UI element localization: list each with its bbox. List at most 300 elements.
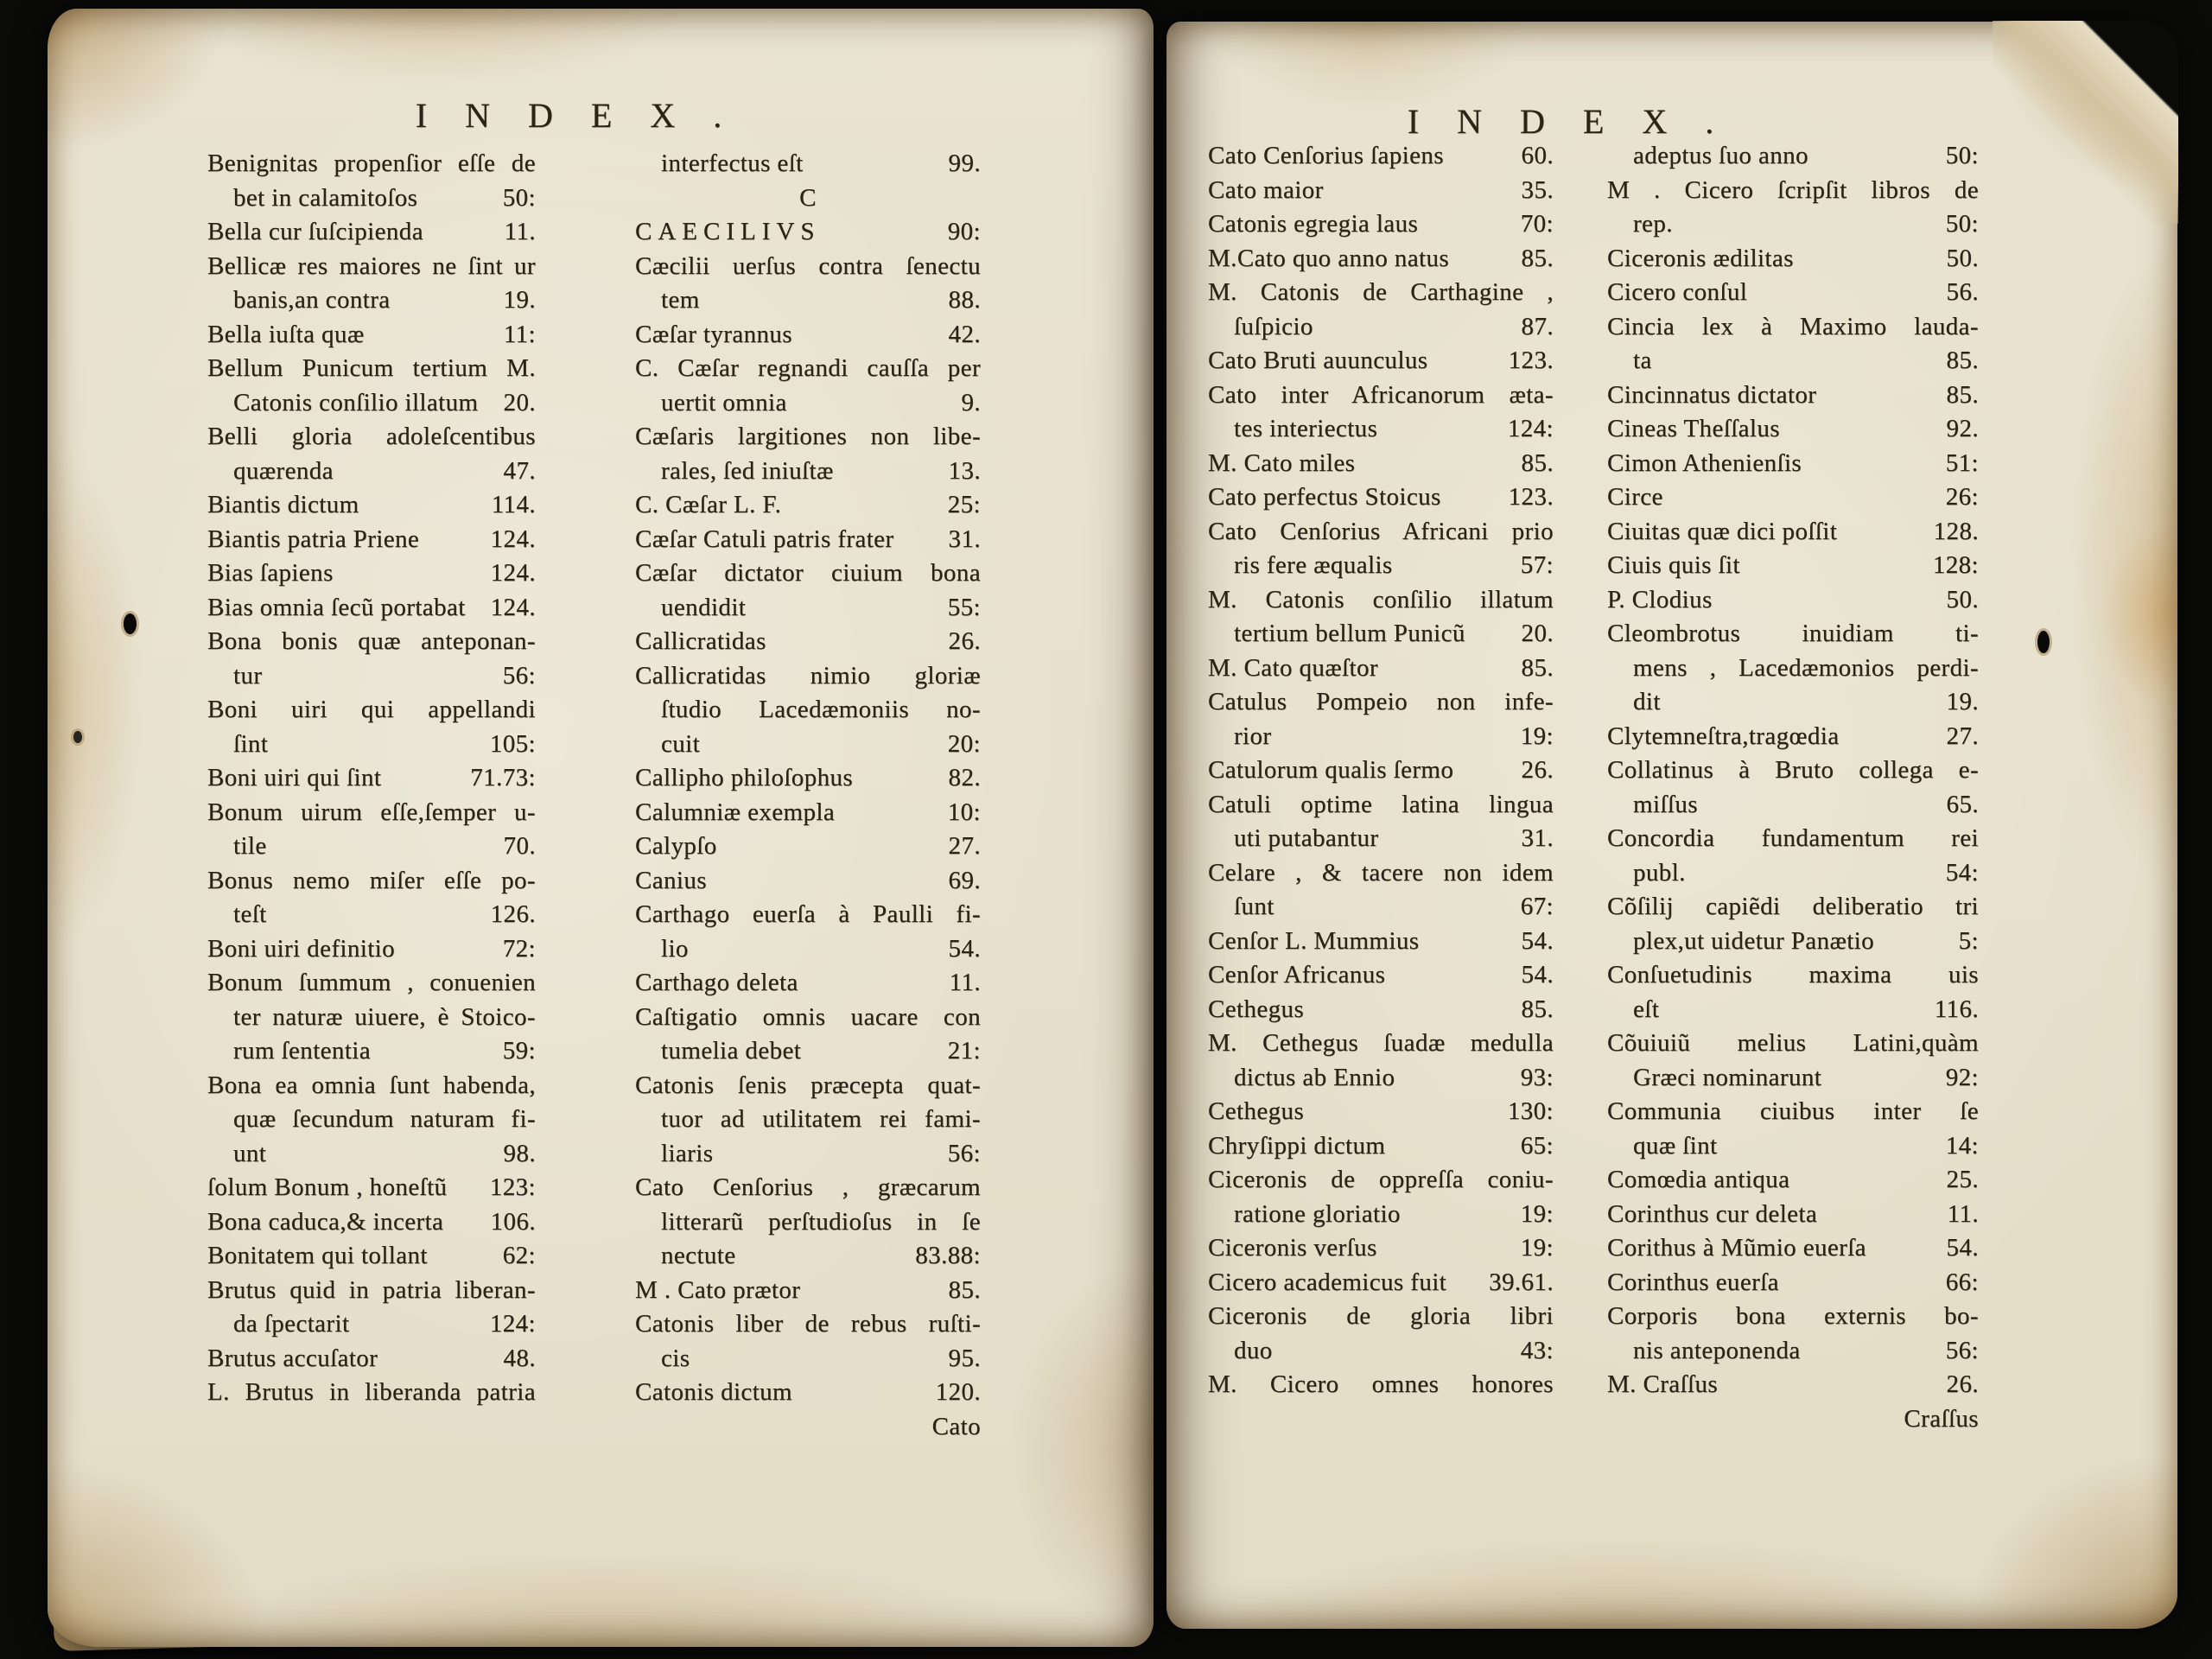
entry-text: bet in calamitoſos <box>233 183 418 212</box>
entry-text: Callicratidas nimio gloriæ <box>635 661 981 690</box>
entry-text: L. Brutus in liberanda patria <box>207 1378 536 1406</box>
page-number: 48. <box>503 1344 536 1372</box>
entry-text: Cimon Athenienſis <box>1607 448 1802 477</box>
index-line <box>635 454 981 489</box>
page-number: 82. <box>948 764 981 791</box>
entry-text: Corinthus cur deleta <box>1607 1199 1818 1228</box>
index-line <box>207 556 536 591</box>
index-line <box>635 761 981 796</box>
entry-text: Chryſippi dictum <box>1208 1131 1386 1160</box>
entry-text: Brutus quid in patria liberan- <box>207 1275 536 1304</box>
entry-text: dit <box>1633 688 1661 715</box>
entry-text: Cenſor Africanus <box>1208 961 1386 988</box>
entry-text: M. Catonis de Carthagine , <box>1208 278 1554 306</box>
entry-text: Communia ciuibus inter ſe <box>1607 1097 1979 1125</box>
entry-text: ratione gloriatio <box>1234 1199 1401 1228</box>
index-line <box>635 796 981 830</box>
index-line <box>635 283 981 318</box>
index-line <box>207 591 536 626</box>
page-number: 50: <box>502 183 536 212</box>
index-line <box>207 796 536 830</box>
page-number: 85. <box>1521 448 1554 477</box>
entry-text: Cato Cenſorius , græcarum <box>635 1173 981 1201</box>
page-number: 56: <box>502 661 536 690</box>
page-number: 92: <box>1945 1063 1979 1091</box>
entry-text: C. Cæſar regnandi cauſſa per <box>635 354 981 382</box>
index-line <box>1607 207 1979 242</box>
index-line <box>1607 1334 1979 1369</box>
entry-text: Ciceronis ædilitas <box>1607 244 1794 272</box>
index-line <box>635 147 981 181</box>
index-line <box>207 1001 536 1035</box>
page-number: 56: <box>947 1139 981 1167</box>
index-line <box>1208 1334 1554 1369</box>
entry-text: Carthago euerſa à Paulli fi- <box>635 900 981 928</box>
index-line <box>635 1069 981 1103</box>
entry-text: Bona bonis quæ anteponan- <box>207 627 536 655</box>
entry-text: adeptus ſuo anno <box>1633 142 1808 169</box>
entry-text: publ. <box>1633 858 1686 887</box>
entry-text: miſſus <box>1633 790 1698 818</box>
entry-text: M. Craſſus <box>1607 1370 1719 1398</box>
left-column-1 <box>207 147 536 1444</box>
index-line <box>1208 1027 1554 1061</box>
index-line <box>207 215 536 250</box>
page-number: 83.88: <box>915 1242 981 1269</box>
entry-text: quæ ſint <box>1633 1131 1718 1160</box>
page-number: 93: <box>1520 1063 1554 1091</box>
entry-text: Cincia lex à Maximo lauda- <box>1607 312 1979 340</box>
page-number: 85. <box>1946 346 1979 374</box>
index-line <box>207 1137 536 1172</box>
index-line <box>1208 958 1554 993</box>
page-number: 124: <box>1507 415 1554 442</box>
entry-text: litterarũ perſtudioſus in ſe <box>661 1207 981 1236</box>
index-line <box>207 1342 536 1376</box>
index-line <box>635 728 981 762</box>
index-line <box>207 728 536 762</box>
entry-text: interfectus eſt <box>661 149 804 177</box>
index-line <box>635 1274 981 1308</box>
index-line <box>1607 447 1979 481</box>
index-line <box>1208 1198 1554 1232</box>
index-line <box>1208 1231 1554 1266</box>
index-line <box>207 1274 536 1308</box>
page-number: 11. <box>1947 1199 1979 1228</box>
page-number: 26: <box>1945 483 1979 511</box>
index-line <box>1607 276 1979 310</box>
entry-text: M. Cato miles <box>1208 448 1356 477</box>
index-line <box>1208 1368 1554 1402</box>
index-line <box>207 1205 536 1240</box>
section-letter <box>635 181 981 216</box>
index-line <box>635 1103 981 1137</box>
index-line <box>1607 753 1979 788</box>
index-line <box>207 420 536 454</box>
entry-text: Bellum Punicum tertium M. <box>207 354 536 382</box>
index-line <box>635 1342 981 1376</box>
index-line <box>1607 685 1979 720</box>
index-line <box>1607 549 1979 583</box>
entry-text: cis <box>661 1344 690 1372</box>
entry-text: Cæſar Catuli patris frater <box>635 524 894 553</box>
catchword <box>635 1410 981 1445</box>
page-number: 31. <box>1521 824 1554 852</box>
entry-text: duo <box>1234 1336 1273 1364</box>
entry-text: Cæſar tyrannus <box>635 320 792 348</box>
page-number: 50: <box>1945 210 1979 238</box>
page-number: 55: <box>947 593 981 621</box>
index-line <box>1208 515 1554 550</box>
page-number: 124. <box>490 593 536 621</box>
entry-text: Conſuetudinis maxima uis <box>1607 961 1979 988</box>
index-line <box>207 1376 536 1410</box>
entry-text: Cato perfectus Stoicus <box>1208 483 1441 511</box>
index-line <box>207 318 536 353</box>
entry-text: tile <box>233 832 267 860</box>
page-number: 26. <box>948 627 981 655</box>
index-line <box>635 215 981 250</box>
entry-text: C <box>799 183 817 212</box>
left-page-header: INDEX. <box>415 96 760 135</box>
index-line <box>635 966 981 1001</box>
entry-text: rum ſententia <box>233 1037 372 1065</box>
entry-text: Bella cur ſuſcipienda <box>207 218 423 245</box>
entry-text: Biantis patria Priene <box>207 524 420 553</box>
entry-text: Catulorum qualis ſermo <box>1208 756 1454 784</box>
index-line <box>635 250 981 284</box>
index-line <box>635 1171 981 1205</box>
entry-text: Corporis bona externis bo- <box>1607 1302 1979 1330</box>
page-number: 85. <box>1946 380 1979 409</box>
entry-text: Bellicæ res maiores ne ſint ur <box>207 251 536 280</box>
entry-text: rep. <box>1633 210 1673 238</box>
page-number: 90: <box>947 218 981 245</box>
entry-text: CAECILIVS <box>635 218 821 245</box>
index-line <box>1607 139 1979 174</box>
page-number: 11. <box>949 969 981 996</box>
page-number: 99. <box>948 149 981 177</box>
entry-text: dictus ab Ennio <box>1234 1063 1395 1091</box>
page-number: 39.61. <box>1489 1268 1554 1296</box>
entry-text: Catonis liber de rebus ruſti- <box>635 1310 981 1338</box>
index-line <box>1607 174 1979 208</box>
entry-text: nis anteponenda <box>1633 1336 1801 1364</box>
index-line <box>1607 890 1979 925</box>
index-line <box>207 932 536 967</box>
entry-text: Bias ſapiens <box>207 559 334 587</box>
index-line <box>1208 925 1554 959</box>
entry-text: tumelia debet <box>661 1037 802 1065</box>
page-number: 126. <box>490 900 536 928</box>
page-number: 105: <box>489 729 536 758</box>
page-number: 56. <box>1946 278 1979 306</box>
page-number: 27. <box>1946 721 1979 750</box>
page-number: 72: <box>502 934 536 963</box>
right-page <box>1166 22 2177 1629</box>
entry-text: Cenſor L. Mummius <box>1208 926 1420 955</box>
entry-text: lio <box>661 934 689 963</box>
entry-text: Cato Cenſorius Africani prio <box>1208 517 1554 545</box>
index-line <box>1607 310 1979 345</box>
index-line <box>207 488 536 523</box>
index-line <box>1208 1129 1554 1164</box>
page-number: 11: <box>503 320 536 348</box>
entry-text: Cato Cenſorius ſapiens <box>1208 142 1444 169</box>
index-line <box>1607 1231 1979 1266</box>
entry-text: rior <box>1234 721 1272 750</box>
index-line <box>207 523 536 557</box>
index-line <box>1607 788 1979 823</box>
index-line <box>207 250 536 284</box>
page-number: 20: <box>947 729 981 758</box>
index-line <box>635 352 981 386</box>
index-line <box>1607 822 1979 856</box>
index-line <box>1607 1095 1979 1129</box>
entry-text: Bonus nemo miſer eſſe po- <box>207 866 536 894</box>
index-line <box>1208 549 1554 583</box>
entry-text: Cethegus <box>1208 1097 1305 1125</box>
index-line <box>207 1034 536 1069</box>
page-number: 5: <box>1958 926 1979 955</box>
entry-text: plex,ut uidetur Panætio <box>1633 926 1875 955</box>
page-number: 123. <box>1508 346 1554 374</box>
entry-text: M.Cato quo anno natus <box>1208 244 1450 272</box>
index-line <box>635 932 981 967</box>
entry-text: Comœdia antiqua <box>1607 1166 1790 1193</box>
index-line <box>207 1307 536 1342</box>
index-line <box>1607 378 1979 413</box>
entry-text: Caſtigatio omnis uacare con <box>635 1002 981 1031</box>
index-line <box>1208 174 1554 208</box>
page-number: 35. <box>1521 175 1554 204</box>
index-line <box>1208 139 1554 174</box>
index-line <box>1607 993 1979 1027</box>
index-line <box>1607 925 1979 959</box>
index-line <box>635 488 981 523</box>
page-number: 128: <box>1932 551 1979 579</box>
entry-text: Bona ea omnia ſunt habenda, <box>207 1071 536 1099</box>
entry-text: M. Cethegus ſuadæ medulla <box>1208 1029 1554 1057</box>
page-number: 67: <box>1520 893 1554 920</box>
page-number: 123. <box>1508 483 1554 511</box>
entry-text: Corithus à Mũmio euerſa <box>1607 1234 1866 1262</box>
right-page-header: INDEX. <box>1407 102 1752 141</box>
page-number: 85. <box>1521 244 1554 272</box>
page-number: 70: <box>1520 210 1554 238</box>
index-line <box>1607 1129 1979 1164</box>
entry-text: Circe <box>1607 483 1663 511</box>
page-number: 57: <box>1520 551 1554 579</box>
page-number: 120. <box>935 1378 981 1406</box>
page-number: 54: <box>1945 858 1979 887</box>
page-number: 19. <box>1946 688 1979 715</box>
page-number: 54. <box>1521 926 1554 955</box>
entry-text: Cineas Theſſalus <box>1607 415 1780 442</box>
dog-ear-fold <box>1993 21 2178 224</box>
entry-text: Boni uiri qui ſint <box>207 764 382 791</box>
index-line <box>635 556 981 591</box>
index-line <box>1208 652 1554 686</box>
entry-text: Bias omnia ſecũ portabat <box>207 593 466 621</box>
index-line <box>207 181 536 216</box>
entry-text: Cicero conſul <box>1607 278 1748 306</box>
page-number: 20. <box>1521 620 1554 647</box>
entry-text: rales, ſed iniuſtæ <box>661 456 834 485</box>
index-line <box>1607 1368 1979 1402</box>
index-line <box>1607 1198 1979 1232</box>
index-line <box>1208 1163 1554 1198</box>
entry-text: nectute <box>661 1242 736 1269</box>
index-line <box>1607 958 1979 993</box>
entry-text: M. Cato quæſtor <box>1208 653 1378 682</box>
entry-text: Cato maior <box>1208 175 1324 204</box>
entry-text: ſtudio Lacedæmoniis no- <box>661 696 981 723</box>
entry-text: banis,an contra <box>233 286 391 314</box>
page-number: 11. <box>504 218 536 245</box>
page-number: 70. <box>503 832 536 860</box>
page-number: 69. <box>948 866 981 894</box>
entry-text: Catuli optime latina lingua <box>1208 790 1554 818</box>
page-number: 124. <box>490 559 536 587</box>
page-number: 65: <box>1520 1131 1554 1160</box>
entry-text: Celare , & tacere non idem <box>1208 858 1554 887</box>
index-line <box>1607 344 1979 378</box>
index-line <box>1208 890 1554 925</box>
entry-text: Boni uiri definitio <box>207 934 396 963</box>
page-number: 92. <box>1946 415 1979 442</box>
entry-text: Cato <box>931 1412 981 1440</box>
page-number: 124: <box>489 1310 536 1338</box>
page-number: 20. <box>503 388 536 416</box>
entry-text: unt <box>233 1139 267 1167</box>
index-line <box>207 830 536 864</box>
entry-text: P. Clodius <box>1607 585 1713 613</box>
index-line <box>207 659 536 694</box>
index-line <box>635 386 981 421</box>
right-column-1 <box>1208 139 1554 1436</box>
page-number: 27. <box>948 832 981 860</box>
entry-text: tem <box>661 286 700 314</box>
index-line <box>635 1376 981 1410</box>
entry-text: liaris <box>661 1139 714 1167</box>
index-line <box>1208 1300 1554 1334</box>
index-line <box>635 591 981 626</box>
entry-text: quæ ſecundum naturam fi- <box>233 1105 536 1133</box>
index-line <box>207 761 536 796</box>
index-line <box>635 693 981 728</box>
page-number: 47. <box>503 456 536 485</box>
entry-text: Cincinnatus dictator <box>1607 380 1817 409</box>
page-number: 50. <box>1946 244 1979 272</box>
page-number: 26. <box>1946 1370 1979 1398</box>
page-number: 13. <box>948 456 981 485</box>
index-line <box>1208 310 1554 345</box>
page-number: 43: <box>1520 1336 1554 1364</box>
page-number: 31. <box>948 524 981 553</box>
entry-text: Calypſo <box>635 832 717 860</box>
entry-text: uendidit <box>661 593 747 621</box>
entry-text: Bella iuſta quæ <box>207 320 365 348</box>
page-number: 19: <box>1520 1199 1554 1228</box>
index-line <box>1607 1300 1979 1334</box>
entry-text: quærenda <box>233 456 334 485</box>
index-line <box>635 625 981 659</box>
index-line <box>1208 1095 1554 1129</box>
index-line <box>1208 276 1554 310</box>
entry-text: Catonis conſilio illatum <box>233 388 479 416</box>
entry-text: Cæſar dictator ciuium bona <box>635 559 981 587</box>
entry-text: M . Cato prætor <box>635 1275 801 1304</box>
entry-text: Bonitatem qui tollant <box>207 1242 428 1269</box>
index-line <box>635 1001 981 1035</box>
index-line <box>1208 242 1554 276</box>
page-number: 51: <box>1945 448 1979 477</box>
index-line <box>635 318 981 353</box>
page-number: 116. <box>1934 995 1979 1023</box>
index-line <box>1607 652 1979 686</box>
page-number: 130: <box>1507 1097 1554 1125</box>
page-number: 54. <box>1946 1234 1979 1262</box>
index-line <box>207 454 536 489</box>
index-line <box>1208 617 1554 652</box>
entry-text: ſunt <box>1234 893 1274 920</box>
page-number: 50. <box>1946 585 1979 613</box>
entry-text: Craſſus <box>1904 1404 1979 1433</box>
page-number: 25. <box>1946 1166 1979 1193</box>
index-line <box>207 864 536 899</box>
page-number: 14: <box>1945 1131 1979 1160</box>
index-line <box>635 1137 981 1172</box>
index-line <box>635 864 981 899</box>
page-number: 98. <box>503 1139 536 1167</box>
index-line <box>1208 480 1554 515</box>
page-number: 9. <box>961 388 981 416</box>
index-line <box>635 420 981 454</box>
entry-text: tertium bellum Punicũ <box>1234 620 1465 647</box>
index-line <box>635 898 981 932</box>
index-line <box>1208 856 1554 891</box>
entry-text: Bonum uirum eſſe,ſemper u- <box>207 798 536 826</box>
index-line <box>207 693 536 728</box>
index-line <box>635 1307 981 1342</box>
entry-text: Ciuitas quæ dici poſſit <box>1607 517 1838 545</box>
index-line <box>207 1103 536 1137</box>
left-page-text-block <box>207 147 981 1444</box>
entry-text: Concordia fundamentum rei <box>1607 824 1979 852</box>
right-column-2 <box>1607 139 1979 1436</box>
index-line <box>1208 207 1554 242</box>
page-number: 59: <box>502 1037 536 1065</box>
entry-text: Cato inter Africanorum æta- <box>1208 380 1554 409</box>
entry-text: tes interiectus <box>1234 415 1378 442</box>
index-line <box>207 1069 536 1103</box>
page-number: 71.73: <box>470 764 536 791</box>
index-line <box>207 352 536 386</box>
entry-text: ſuſpicio <box>1234 312 1313 340</box>
index-line <box>1607 856 1979 891</box>
index-line <box>207 1239 536 1274</box>
left-column-2 <box>635 147 981 1444</box>
page-number: 85. <box>1521 995 1554 1023</box>
page-number: 124. <box>490 524 536 553</box>
entry-text: Callipho philoſophus <box>635 764 854 791</box>
page-number: 19. <box>503 286 536 314</box>
page-number: 87. <box>1521 312 1554 340</box>
entry-text: Cæſaris largitiones non libe- <box>635 423 981 450</box>
page-number: 62: <box>502 1242 536 1269</box>
page-number: 54. <box>948 934 981 963</box>
